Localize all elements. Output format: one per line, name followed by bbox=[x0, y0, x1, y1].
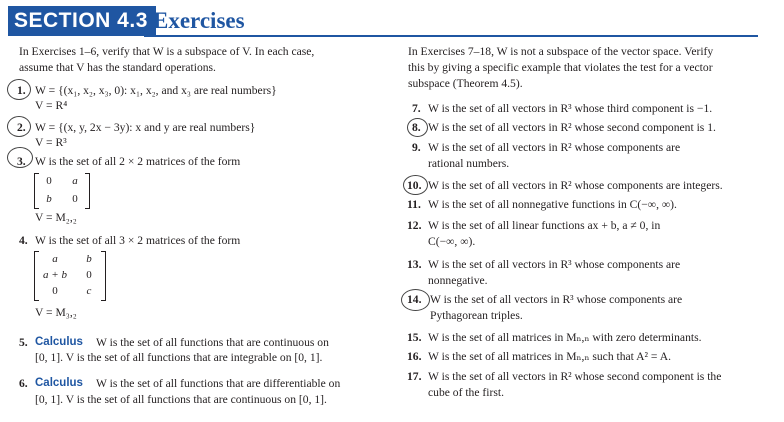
left-intro-line2: assume that V has the standard operations. bbox=[19, 61, 216, 74]
ex6-calculus-label: Calculus bbox=[35, 377, 83, 389]
matrix-left-bracket bbox=[34, 251, 39, 301]
ex6-number: 6. bbox=[19, 377, 28, 390]
left-intro-line1: In Exercises 1–6, verify that W is a subspace of V. In each case, bbox=[19, 45, 315, 58]
ex16-number: 16. bbox=[407, 350, 422, 363]
ex4-matrix bbox=[34, 251, 106, 301]
matrix-cell: 0 bbox=[72, 193, 78, 205]
ex2-number: 2. bbox=[17, 121, 26, 134]
ex9-number: 9. bbox=[412, 141, 421, 154]
ex10-line1: W is the set of all vectors in R² whose components are integers. bbox=[428, 179, 723, 192]
ex14-line1: W is the set of all vectors in R³ whose components are bbox=[430, 293, 683, 306]
ex11-number: 11. bbox=[407, 198, 421, 211]
section-label: SECTION 4.3 bbox=[8, 6, 156, 36]
ex11-line1: W is the set of all nonnegative functions in C(−∞, ∞). bbox=[428, 198, 677, 211]
ex1-line2: V = R⁴ bbox=[35, 99, 68, 112]
ex17-number: 17. bbox=[407, 370, 422, 383]
ex2-line2: V = R³ bbox=[35, 136, 67, 149]
ex4-number: 4. bbox=[19, 234, 28, 247]
ex13-line2: nonnegative. bbox=[428, 274, 488, 287]
section-title: Exercises bbox=[153, 8, 245, 33]
matrix-cell: 0 bbox=[86, 269, 92, 281]
right-intro-line3: subspace (Theorem 4.5). bbox=[408, 77, 523, 90]
ex3-space: V = M₂,₂ bbox=[35, 211, 77, 224]
ex5-number: 5. bbox=[19, 336, 28, 349]
ex8-line1: W is the set of all vectors in R² whose second component is 1. bbox=[428, 121, 716, 134]
section-header bbox=[8, 6, 768, 36]
right-intro-line2: this by giving a specific example that violates the test for a vector bbox=[408, 61, 713, 74]
ex3-line1: W is the set of all 2 × 2 matrices of the form bbox=[35, 155, 241, 168]
ex1-line1: W = {(x₁, x₂, x₃, 0): x₁, x₂, and x₃ are real numbers} bbox=[35, 84, 277, 97]
ex7-line1: W is the set of all vectors in R³ whose third component is −1. bbox=[428, 102, 713, 115]
ex13-line1: W is the set of all vectors in R³ whose components are bbox=[428, 258, 681, 271]
ex9-line1: W is the set of all vectors in R² whose components are bbox=[428, 141, 681, 154]
matrix-cell: c bbox=[86, 285, 92, 297]
ex3-number: 3. bbox=[17, 155, 26, 168]
ex14-line2: Pythagorean triples. bbox=[430, 309, 523, 322]
ex10-number: 10. bbox=[407, 179, 422, 192]
matrix-cell: 0 bbox=[52, 285, 58, 297]
ex7-number: 7. bbox=[412, 102, 421, 115]
matrix-cell: a bbox=[52, 253, 58, 265]
ex6-line1: W is the set of all functions that are differentiable on bbox=[96, 377, 341, 390]
ex3-matrix bbox=[34, 173, 90, 209]
ex9-line2: rational numbers. bbox=[428, 157, 510, 170]
ex14-number: 14. bbox=[407, 293, 422, 306]
ex17-line2: cube of the first. bbox=[428, 386, 504, 399]
ex17-line1: W is the set of all vectors in R² whose second component is the bbox=[428, 370, 722, 383]
matrix-cell: a + b bbox=[43, 269, 67, 281]
ex12-number: 12. bbox=[407, 219, 422, 232]
ex4-space: V = M₃,₂ bbox=[35, 306, 77, 319]
header-rule bbox=[144, 35, 758, 37]
ex15-line1: W is the set of all matrices in Mₙ,ₙ with zero determinants. bbox=[428, 331, 702, 344]
ex4-line1: W is the set of all 3 × 2 matrices of the form bbox=[35, 234, 241, 247]
ex2-line1: W = {(x, y, 2x − 3y): x and y are real numbers} bbox=[35, 121, 256, 134]
ex5-calculus-label: Calculus bbox=[35, 336, 83, 348]
right-intro-line1: In Exercises 7–18, W is not a subspace of the vector space. Verify bbox=[408, 45, 714, 58]
ex15-number: 15. bbox=[407, 331, 422, 344]
ex12-line2: C(−∞, ∞). bbox=[428, 235, 476, 248]
matrix-cell: 0 bbox=[46, 175, 52, 187]
ex1-number: 1. bbox=[17, 84, 26, 97]
ex8-number: 8. bbox=[412, 121, 421, 134]
matrix-cell: b bbox=[46, 193, 52, 205]
ex12-line1: W is the set of all linear functions ax + b, a ≠ 0, in bbox=[428, 219, 661, 232]
ex6-line2: [0, 1]. V is the set of all functions that are continuous on [0, 1]. bbox=[35, 393, 327, 406]
ex13-number: 13. bbox=[407, 258, 422, 271]
matrix-cell: a bbox=[72, 175, 78, 187]
ex5-line2: [0, 1]. V is the set of all functions that are integrable on [0, 1]. bbox=[35, 351, 323, 364]
matrix-cell: b bbox=[86, 253, 92, 265]
ex5-line1: W is the set of all functions that are continuous on bbox=[96, 336, 329, 349]
ex16-line1: W is the set of all matrices in Mₙ,ₙ such that A² = A. bbox=[428, 350, 671, 363]
